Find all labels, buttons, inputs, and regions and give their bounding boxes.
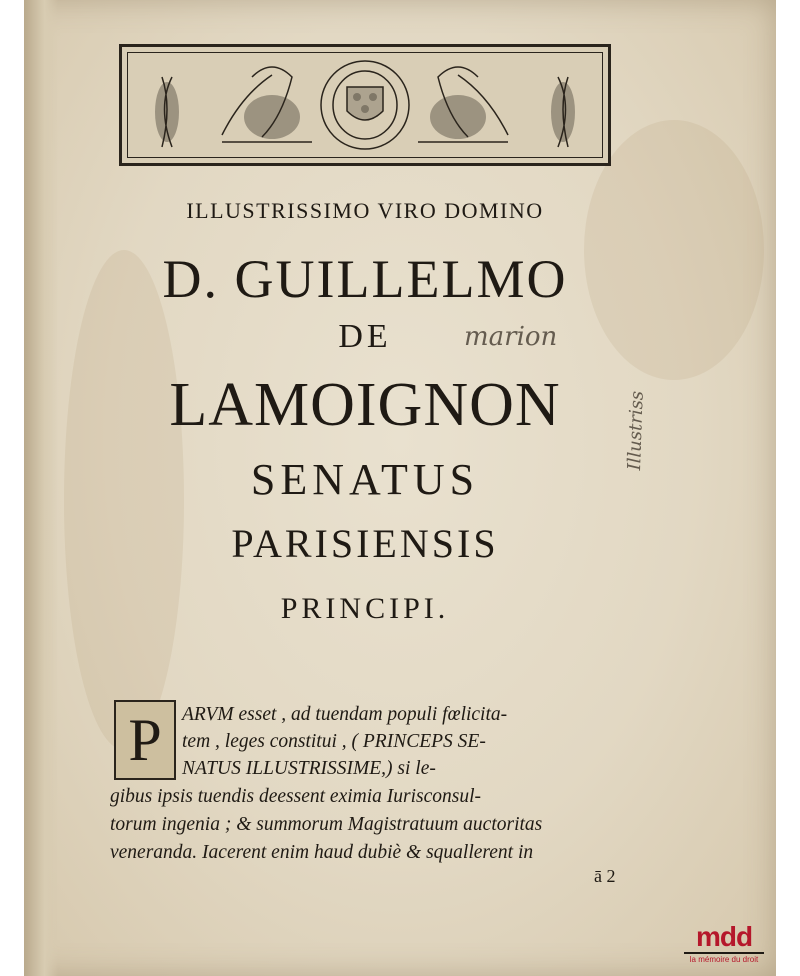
logo-subtitle: la mémoire du droit: [689, 955, 759, 964]
dedication-line-2: D. GUILLELMO: [162, 249, 568, 309]
dedication-line-5: SENATUS: [250, 455, 480, 504]
dedication-line-1: ILLUSTRISSIMO VIRO DOMINO: [186, 198, 544, 223]
logo-mark: mdd: [695, 921, 753, 952]
dedication-line-4: LAMOIGNON: [169, 371, 561, 439]
handwritten-name: marion: [464, 322, 558, 352]
headpiece-ornament: [122, 47, 608, 163]
paper-stain: [584, 120, 764, 380]
dedication-line-6: PARISIENSIS: [231, 521, 499, 566]
page-edge: [24, 0, 58, 976]
body-line: ARVM esset , ad tuendam populi fœlicita-: [182, 704, 508, 725]
signature-mark: ā 2: [594, 866, 616, 886]
document-page: [24, 0, 776, 976]
handwritten-margin-note: Illustriss: [624, 390, 648, 471]
body-line: torum ingenia ; & summorum Magistratuum auctoritas: [110, 814, 543, 835]
body-line: gibus ipsis tuendis deessent eximia Iurisconsul-: [110, 786, 482, 807]
mdd-logo: [672, 922, 776, 976]
body-line: NATUS ILLUSTRISSIME,) si le-: [182, 758, 436, 779]
engraved-headpiece: [119, 44, 611, 166]
dedication-line-7: PRINCIPI.: [280, 592, 450, 625]
drop-cap-letter: P: [128, 707, 162, 773]
dedication-line-3: DE: [338, 318, 392, 355]
drop-cap: [114, 700, 176, 780]
body-line: veneranda. Iacerent enim haud dubiè & squallerent in: [110, 842, 534, 863]
body-line: tem , leges constitui , ( PRINCEPS SE-: [182, 731, 486, 752]
